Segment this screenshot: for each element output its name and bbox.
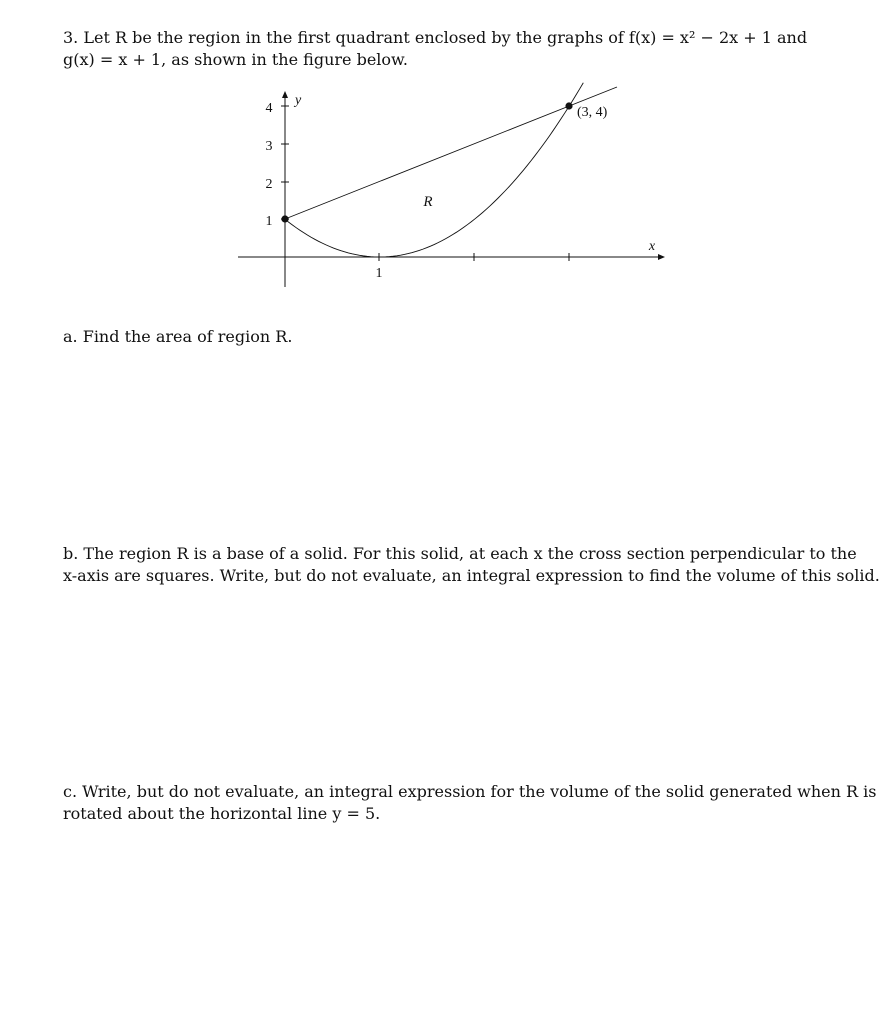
y-tick-label-3: 3: [265, 139, 273, 154]
parabola-f-curve: [285, 83, 583, 257]
problem-statement-line-2: g(x) = x + 1, as shown in the figure below.: [63, 50, 408, 69]
problem-statement: [63, 27, 823, 71]
y-axis-label: y: [295, 93, 302, 108]
y-axis-arrowhead: [282, 91, 288, 98]
part-b-line-2: x-axis are squares. Write, but do not evaluate, an integral expression to find the volume of this solid.: [63, 566, 880, 585]
region-graph-figure: [225, 82, 675, 294]
part-c-question: [63, 781, 877, 825]
point-3-4: [565, 102, 572, 109]
point-3-4-label: (3, 4): [577, 105, 608, 120]
part-b-question: [63, 543, 880, 587]
x-axis-label: x: [648, 239, 656, 254]
point-0-1: [281, 215, 288, 222]
x-tick-label-1: 1: [375, 266, 383, 281]
part-c-line-1: c. Write, but do not evaluate, an integral expression for the volume of the solid generated when R is: [63, 782, 877, 801]
y-tick-label-2: 2: [265, 177, 273, 192]
region-r-label: R: [423, 194, 433, 210]
problem-statement-line-1: 3. Let R be the region in the first quadrant enclosed by the graphs of f(x) = x² − 2x + 1 and: [63, 28, 808, 47]
part-b-line-1: b. The region R is a base of a solid. For this solid, at each x the cross section perpendicular to the: [63, 544, 857, 563]
y-tick-label-1: 1: [265, 214, 273, 229]
x-axis-arrowhead: [658, 254, 665, 260]
part-a-question: a. Find the area of region R.: [63, 327, 293, 346]
y-tick-label-4: 4: [265, 101, 273, 116]
part-c-line-2: rotated about the horizontal line y = 5.: [63, 804, 381, 823]
